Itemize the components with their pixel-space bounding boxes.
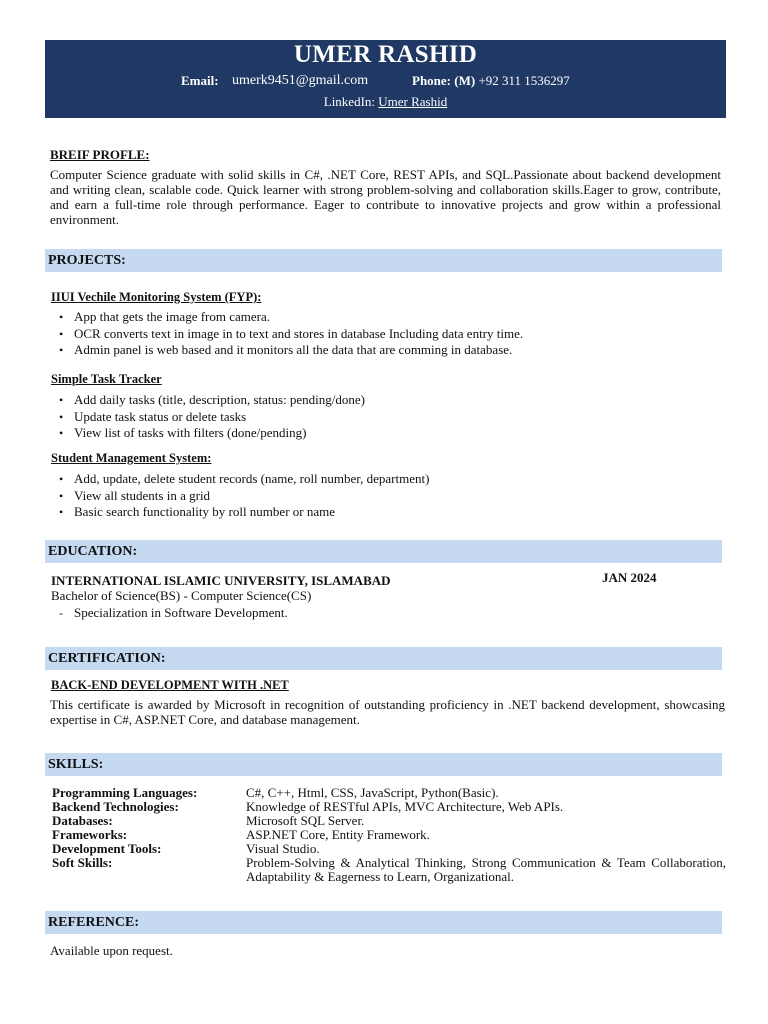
list-item: • App that gets the image from camera. xyxy=(59,309,523,326)
list-item: • Add, update, delete student records (name, roll number, department) xyxy=(59,471,429,488)
phone-label: Phone: (M) xyxy=(412,73,476,88)
resume-header xyxy=(45,40,726,118)
skill-label: Development Tools: xyxy=(52,841,162,856)
project-bullets xyxy=(59,471,429,521)
education-section-header: EDUCATION: xyxy=(45,540,722,563)
linkedin-link[interactable]: Umer Rashid xyxy=(378,94,448,109)
linkedin-label: LinkedIn: xyxy=(323,94,376,109)
skill-value: Problem-Solving & Analytical Thinking, Strong Communication & Team Collaboration, Adaptability & Eagerness to Learn, Organizational. xyxy=(246,855,726,884)
profile-heading: BREIF PROFLE: xyxy=(50,147,150,162)
skill-value: C#, C++, Html, CSS, JavaScript, Python(Basic). xyxy=(246,785,499,800)
phone-line xyxy=(412,73,570,89)
skill-row xyxy=(52,800,728,814)
project-title: IIUI Vechile Monitoring System (FYP): xyxy=(51,290,262,304)
education-date: JAN 2024 xyxy=(602,570,657,585)
skills-section-header: SKILLS: xyxy=(45,753,722,776)
skill-row xyxy=(52,842,728,856)
skill-label: Programming Languages: xyxy=(52,785,198,800)
list-item: • Update task status or delete tasks xyxy=(59,409,365,426)
school-name: INTERNATIONAL ISLAMIC UNIVERSITY, ISLAMABAD xyxy=(51,573,391,588)
list-item: • View all students in a grid xyxy=(59,488,429,505)
skill-row xyxy=(52,828,728,842)
reference-section-header: REFERENCE: xyxy=(45,911,722,934)
reference-text: Available upon request. xyxy=(50,943,173,958)
profile-text: Computer Science graduate with solid skills in C#, .NET Core, REST APIs, and SQL.Passionate about backend development and writing clean, scalable code. Quick learner with strong problem-solving and collaboration skills.Eager to grow, contribute, and earn a full-time role through performance. Eager to contribute to innovative projects and grow within a professional environment. xyxy=(50,167,721,227)
list-item: • OCR converts text in image in to text and stores in database Including data entry time. xyxy=(59,326,523,343)
skill-label: Frameworks: xyxy=(52,827,128,842)
skill-value: Microsoft SQL Server. xyxy=(246,813,365,828)
list-item: • Basic search functionality by roll number or name xyxy=(59,504,429,521)
list-item: • Add daily tasks (title, description, status: pending/done) xyxy=(59,392,365,409)
education-bullets xyxy=(59,605,288,622)
project-bullets xyxy=(59,309,523,359)
linkedin-line xyxy=(45,94,726,110)
project-bullets xyxy=(59,392,365,442)
phone-value: +92 311 1536297 xyxy=(478,73,570,88)
certification-section-header: CERTIFICATION: xyxy=(45,647,722,670)
list-item: - Specialization in Software Development. xyxy=(59,605,288,622)
skill-row xyxy=(52,786,728,800)
email-label: Email: xyxy=(181,73,219,88)
project-title: Simple Task Tracker xyxy=(51,372,162,386)
skill-value: Knowledge of RESTful APIs, MVC Architecture, Web APIs. xyxy=(246,799,564,814)
list-item: • View list of tasks with filters (done/pending) xyxy=(59,425,365,442)
projects-section-header: PROJECTS: xyxy=(45,249,722,272)
project-title: Student Management System: xyxy=(51,451,212,465)
skill-row xyxy=(52,814,728,828)
skill-row xyxy=(52,856,728,884)
degree: Bachelor of Science(BS) - Computer Science(CS) xyxy=(51,588,312,603)
skills-table xyxy=(52,786,728,884)
candidate-name: UMER RASHID xyxy=(293,41,478,68)
certificate-title: BACK-END DEVELOPMENT WITH .NET xyxy=(51,678,289,692)
skill-value: Visual Studio. xyxy=(246,841,320,856)
certificate-text: This certificate is awarded by Microsoft in recognition of outstanding proficiency in .NET backend development, showcasing expertise in C#, ASP.NET Core, and database management. xyxy=(50,697,725,727)
skill-label: Backend Technologies: xyxy=(52,799,179,814)
skill-value: ASP.NET Core, Entity Framework. xyxy=(246,827,430,842)
skill-label: Databases: xyxy=(52,813,113,828)
skill-label: Soft Skills: xyxy=(52,855,113,870)
email-value[interactable]: umerk9451@gmail.com xyxy=(232,73,369,88)
list-item: • Admin panel is web based and it monitors all the data that are comming in database. xyxy=(59,342,523,359)
